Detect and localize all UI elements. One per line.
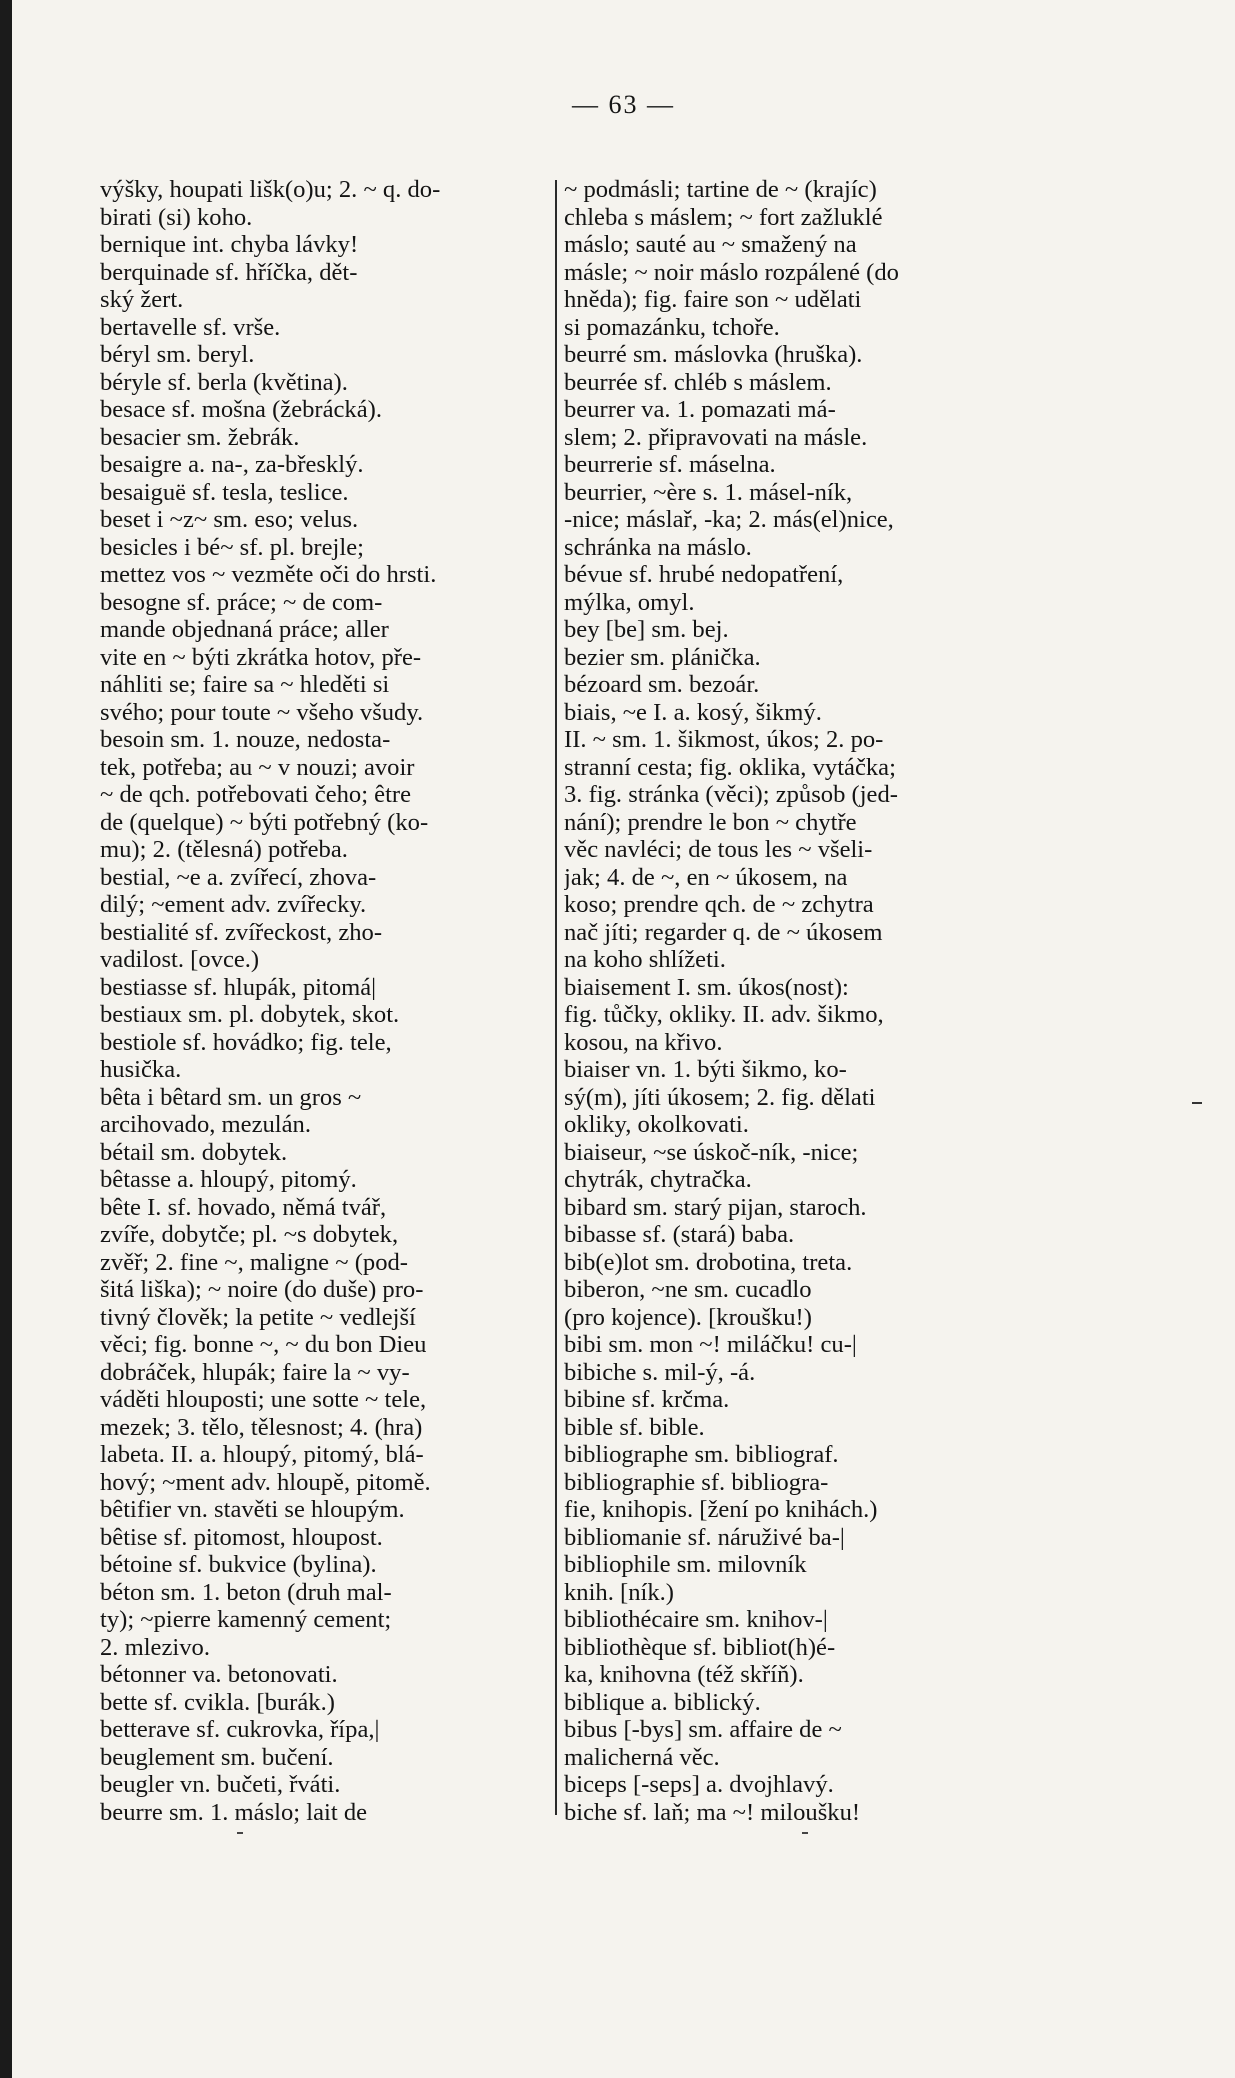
dictionary-line: mezek; 3. tělo, tělesnost; 4. (hra) <box>100 1413 423 1441</box>
dictionary-line: na koho shlížeti. <box>564 946 726 973</box>
dictionary-line: jak; 4. de ~, en ~ úkosem, na <box>564 863 848 891</box>
dictionary-line: si pomazánku, tchoře. <box>564 313 780 341</box>
left-column <box>100 176 570 1826</box>
dictionary-line: ka, knihovna (též skříň). <box>564 1661 804 1688</box>
dictionary-line: mýlka, omyl. <box>564 588 695 616</box>
dictionary-line: mettez vos ~ vezměte oči do hrsti. <box>100 561 437 588</box>
dictionary-line: ~ podmásli; tartine de ~ (krajíc) <box>564 176 877 203</box>
dictionary-line: bête I. sf. hovado, němá tvář, <box>100 1193 387 1221</box>
dictionary-line: bêtasse a. hloupý, pitomý. <box>100 1166 357 1193</box>
dictionary-line: bib(e)lot sm. drobotina, treta. <box>564 1248 853 1276</box>
dictionary-line: vite en ~ býti zkrátka hotov, pře- <box>100 643 422 671</box>
dictionary-line: bibasse sf. (stará) baba. <box>564 1221 795 1248</box>
dictionary-line: husička. <box>100 1056 182 1083</box>
dictionary-line: birati (si) koho. <box>100 203 253 231</box>
dictionary-line: biais, ~e I. a. kosý, šikmý. <box>564 698 822 726</box>
dictionary-line: bestiole sf. hovádko; fig. tele, <box>100 1028 392 1056</box>
dictionary-line: bestial, ~e a. zvířecí, zhova- <box>100 863 377 891</box>
dictionary-line: šitá liška); ~ noire (do duše) pro- <box>100 1276 424 1303</box>
dictionary-line: beurré sm. máslovka (hruška). <box>564 341 863 368</box>
dictionary-line: knih. [ník.) <box>564 1578 674 1606</box>
dictionary-line: beurrer va. 1. pomazati má- <box>564 396 836 423</box>
dictionary-line: bibliophile sm. milovník <box>564 1551 807 1578</box>
dictionary-line: věc navléci; de tous les ~ všeli- <box>564 836 873 863</box>
dictionary-line: béryle sf. berla (květina). <box>100 368 348 396</box>
dictionary-line: biaiseur, ~se úskoč-ník, -nice; <box>564 1138 859 1166</box>
dictionary-line: bétail sm. dobytek. <box>100 1138 288 1166</box>
dictionary-line: beurrerie sf. máselna. <box>564 451 776 478</box>
dictionary-line: besaiguë sf. tesla, teslice. <box>100 478 349 506</box>
dictionary-line: besace sf. mošna (žebrácká). <box>100 396 382 423</box>
dictionary-line: bibine sf. krčma. <box>564 1386 730 1413</box>
dictionary-line: biaiser vn. 1. býti šikmo, ko- <box>564 1056 847 1083</box>
dictionary-line: bestiasse sf. hlupák, pitomá| <box>100 973 377 1001</box>
dictionary-line: ský žert. <box>100 286 184 313</box>
dictionary-line: bibliothécaire sm. knihov-| <box>564 1606 828 1633</box>
dictionary-line: beset i ~z~ sm. eso; velus. <box>100 506 359 533</box>
dictionary-line: stranní cesta; fig. oklika, vytáčka; <box>564 753 896 781</box>
dictionary-line: 2. mlezivo. <box>100 1633 210 1661</box>
dictionary-line: (pro kojence). [kroušku!) <box>564 1303 812 1331</box>
dictionary-line: bévue sf. hrubé nedopatření, <box>564 561 844 588</box>
dictionary-line: koso; prendre qch. de ~ zchytra <box>564 891 874 918</box>
dictionary-line: arcihovado, mezulán. <box>100 1111 312 1138</box>
dictionary-line: béton sm. 1. beton (druh mal- <box>100 1578 392 1606</box>
dictionary-line: váděti hlouposti; une sotte ~ tele, <box>100 1386 427 1413</box>
dictionary-line: hový; ~ment adv. hloupě, pitomě. <box>100 1468 431 1496</box>
dictionary-line: bibard sm. starý pijan, staroch. <box>564 1193 867 1221</box>
dictionary-line: bestialité sf. zvířeckost, zho- <box>100 918 383 946</box>
dictionary-line: bêta i bêtard sm. un gros ~ <box>100 1083 362 1111</box>
dictionary-line: okliky, okolkovati. <box>564 1111 749 1138</box>
dictionary-line: zvíře, dobytče; pl. ~s dobytek, <box>100 1221 399 1248</box>
dictionary-line: sý(m), jíti úkosem; 2. fig. dělati <box>564 1083 876 1111</box>
dictionary-line: svého; pour toute ~ všeho všudy. <box>100 698 424 726</box>
dictionary-line: hněda); fig. faire son ~ udělati <box>564 286 862 313</box>
page-number: — 63 — <box>572 90 675 119</box>
dictionary-line: bibliographe sm. bibliograf. <box>564 1441 839 1468</box>
dictionary-line: tivný člověk; la petite ~ vedlejší <box>100 1303 416 1331</box>
dictionary-line: bey [be] sm. bej. <box>564 616 729 643</box>
dictionary-line: dilý; ~ement adv. zvířecky. <box>100 891 367 918</box>
dictionary-line: slem; 2. připravovati na másle. <box>564 423 868 451</box>
dictionary-line: biche sf. laň; ma ~! miloušku! <box>564 1798 861 1826</box>
dictionary-line: zvěř; 2. fine ~, maligne ~ (pod- <box>100 1248 408 1276</box>
dictionary-line: nač jíti; regarder q. de ~ úkosem <box>564 918 883 946</box>
dictionary-line: bertavelle sf. vrše. <box>100 313 281 341</box>
dictionary-line: mande objednaná práce; aller <box>100 616 389 643</box>
dictionary-line: bêtifier vn. stavěti se hloupým. <box>100 1496 405 1523</box>
dictionary-line: bêtise sf. pitomost, hloupost. <box>100 1523 383 1551</box>
column-divider <box>555 180 557 1815</box>
dictionary-line: výšky, houpati lišk(o)u; 2. ~ q. do- <box>100 176 441 203</box>
dictionary-line: nání); prendre le bon ~ chytře <box>564 808 857 836</box>
dictionary-line: bétoine sf. bukvice (bylina). <box>100 1551 377 1578</box>
dictionary-line: berquinade sf. hříčka, dět- <box>100 258 358 286</box>
dictionary-line: betterave sf. cukrovka, řípa,| <box>100 1716 380 1743</box>
dictionary-line: dobráček, hlupák; faire la ~ vy- <box>100 1358 410 1386</box>
dictionary-line: bétonner va. betonovati. <box>100 1661 338 1688</box>
dictionary-line: bibus [-bys] sm. affaire de ~ <box>564 1716 842 1743</box>
dictionary-line: biberon, ~ne sm. cucadlo <box>564 1276 812 1303</box>
dictionary-line: mu); 2. (tělesná) potřeba. <box>100 836 348 863</box>
dictionary-line: beurrier, ~ère s. 1. másel-ník, <box>564 478 853 506</box>
dictionary-line: schránka na máslo. <box>564 533 752 561</box>
dictionary-line: besaigre a. na-, za-břesklý. <box>100 451 364 478</box>
dictionary-line: 3. fig. stránka (věci); způsob (jed- <box>564 781 898 808</box>
dictionary-line: fig. tůčky, okliky. II. adv. šikmo, <box>564 1001 884 1028</box>
dictionary-line: bibiche s. mil-ý, -á. <box>564 1358 756 1386</box>
dictionary-line: bibliothèque sf. bibliot(h)é- <box>564 1633 836 1661</box>
dictionary-line: béryl sm. beryl. <box>100 341 255 368</box>
dictionary-line: kosou, na křivo. <box>564 1028 723 1056</box>
dictionary-line: beurre sm. 1. máslo; lait de <box>100 1798 368 1826</box>
dictionary-line: bette sf. cvikla. [burák.) <box>100 1688 335 1716</box>
dictionary-line: chleba s máslem; ~ fort zažluklé <box>564 203 883 231</box>
dictionary-line: bestiaux sm. pl. dobytek, skot. <box>100 1001 400 1028</box>
dictionary-line: biblique a. biblický. <box>564 1688 761 1716</box>
dictionary-line: beuglement sm. bučení. <box>100 1743 334 1771</box>
dictionary-line: de (quelque) ~ býti potřebný (ko- <box>100 808 429 836</box>
dictionary-line: ~ de qch. potřebovati čeho; être <box>100 781 412 808</box>
dictionary-line: bibi sm. mon ~! miláčku! cu-| <box>564 1331 857 1358</box>
dictionary-line: máslo; sauté au ~ smažený na <box>564 231 857 258</box>
dictionary-page <box>12 0 1235 2078</box>
dictionary-line: beugler vn. bučeti, řváti. <box>100 1771 341 1798</box>
dictionary-line: bibliomanie sf. náruživé ba-| <box>564 1523 845 1551</box>
dictionary-line: bézoard sm. bezoár. <box>564 671 760 698</box>
dictionary-line: bibliographie sf. bibliogra- <box>564 1468 829 1496</box>
dictionary-line: besacier sm. žebrák. <box>100 423 300 451</box>
right-column <box>564 176 1054 1826</box>
dictionary-line: náhliti se; faire sa ~ hleděti si <box>100 671 390 698</box>
dictionary-line: -nice; máslař, -ka; 2. más(el)nice, <box>564 506 894 533</box>
dictionary-line: bezier sm. plánička. <box>564 643 761 671</box>
dictionary-line: biceps [-seps] a. dvojhlavý. <box>564 1771 834 1798</box>
dictionary-line: vadilost. [ovce.) <box>100 946 260 973</box>
dictionary-line: fie, knihopis. [žení po knihách.) <box>564 1496 878 1523</box>
dictionary-line: biaisement I. sm. úkos(nost): <box>564 973 849 1001</box>
dictionary-line: bernique int. chyba lávky! <box>100 231 359 258</box>
dictionary-line: besoin sm. 1. nouze, nedosta- <box>100 726 391 753</box>
footer-mark-right <box>802 1832 808 1834</box>
dictionary-line: besogne sf. práce; ~ de com- <box>100 588 383 616</box>
dictionary-line: ty); ~pierre kamenný cement; <box>100 1606 392 1633</box>
dictionary-line: bible sf. bible. <box>564 1413 705 1441</box>
dictionary-line: chytrák, chytračka. <box>564 1166 752 1193</box>
dictionary-line: besicles i bé~ sf. pl. brejle; <box>100 533 364 561</box>
footer-mark-left <box>237 1832 243 1834</box>
dictionary-line: beurrée sf. chléb s máslem. <box>564 368 832 396</box>
dictionary-line: tek, potřeba; au ~ v nouzi; avoir <box>100 753 415 781</box>
dictionary-line: labeta. II. a. hloupý, pitomý, blá- <box>100 1441 424 1468</box>
margin-mark <box>1192 1102 1202 1104</box>
dictionary-line: másle; ~ noir máslo rozpálené (do <box>564 258 899 286</box>
dictionary-line: II. ~ sm. 1. šikmost, úkos; 2. po- <box>564 726 884 753</box>
dictionary-line: věci; fig. bonne ~, ~ du bon Dieu <box>100 1331 427 1358</box>
dictionary-line: malicherná věc. <box>564 1743 720 1771</box>
